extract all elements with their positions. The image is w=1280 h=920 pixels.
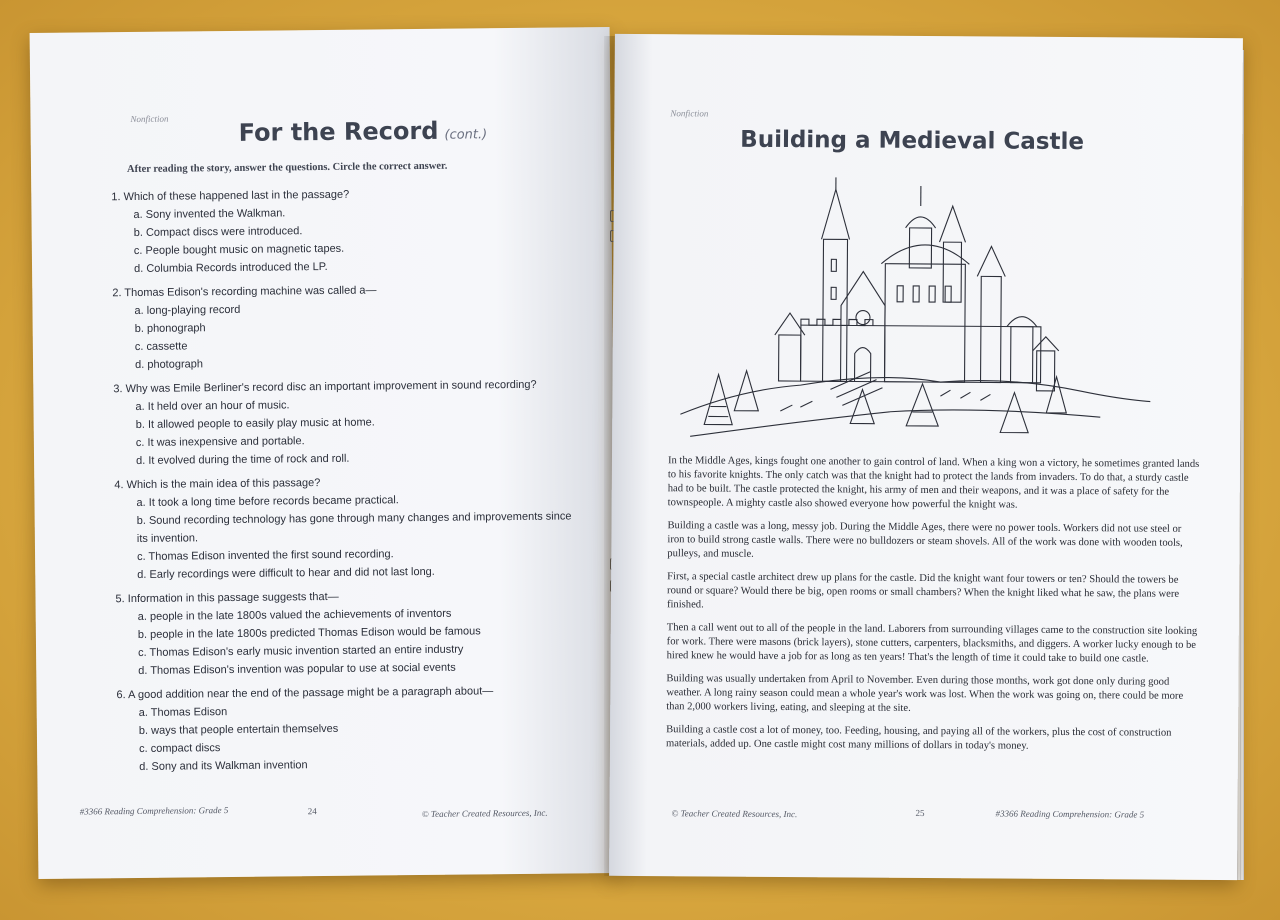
right-page bbox=[609, 34, 1243, 880]
article-paragraph: In the Middle Ages, kings fought one another to gain control of land. When a king won a victory, he sometimes granted lands to his favorite knights. The only catch was that the knight had to protect the lands from invaders. To do that, a sturdy castle had to be built. The castle protected the knight, his army of men and their weapons, and it was a place of safety for the townspeople. A mighty castle also showed everyone how powerful the knight was. bbox=[667, 455, 1200, 511]
answer-choice: b. Compact discs were introduced. bbox=[133, 225, 303, 239]
footer-left: © Teacher Created Resources, Inc. bbox=[671, 808, 798, 820]
answer-choice: d. It evolved during the time of rock and roll. bbox=[136, 452, 350, 467]
article-paragraph: Building was usually undertaken from April to November. Even during those months, work got done only during good weather. A long rainy season could mean a whole year's work was lost. When the work was going on, there could be more than 2,000 workers living, eating, and sleeping at the site. bbox=[666, 673, 1184, 714]
article-paragraph: Building a castle cost a lot of money, too. Feeding, housing, and paying all of the workers, plus the cost of construction materials, added up. One castle might cost many millions of dollars in today's money. bbox=[665, 724, 1172, 752]
footer-right: © Teacher Created Resources, Inc. bbox=[421, 807, 548, 819]
answer-choice: d. Sony and its Walkman invention bbox=[139, 759, 308, 773]
question-item bbox=[111, 183, 582, 278]
answer-choice: b. phonograph bbox=[134, 322, 206, 335]
question-item bbox=[113, 375, 584, 470]
title-text: For the Record bbox=[238, 116, 439, 147]
title-suffix: (cont.) bbox=[444, 127, 488, 143]
footer-left: #3366 Reading Comprehension: Grade 5 bbox=[79, 805, 229, 817]
question-text: 1. Which of these happened last in the passage? bbox=[111, 188, 350, 204]
answer-choice: d. Columbia Records introduced the LP. bbox=[133, 260, 328, 275]
article-paragraph: Building a castle was a long, messy job. During the Middle Ages, there were no power tools. Workers did not use steel or iron to build strong castle walls. There were no bulldozers or steam shovels. All of the work was done with wooden tools, pulleys, and muscle. bbox=[667, 520, 1183, 560]
question-text: 4. Which is the main idea of this passage? bbox=[114, 477, 321, 492]
answer-choice: b. ways that people entertain themselves bbox=[138, 722, 339, 737]
footer-right: #3366 Reading Comprehension: Grade 5 bbox=[995, 808, 1145, 820]
page-number: 24 bbox=[307, 806, 317, 817]
answer-choice: c. compact discs bbox=[139, 742, 221, 755]
left-page bbox=[30, 27, 619, 879]
question-text: 2. Thomas Edison's recording machine was called a— bbox=[112, 284, 377, 300]
section-tag: Nonfiction bbox=[670, 108, 709, 119]
answer-choice: c. cassette bbox=[134, 340, 188, 353]
question-item bbox=[116, 681, 587, 776]
answer-choice: a. It held over an hour of music. bbox=[135, 399, 290, 413]
question-text: 6. A good addition near the end of the passage might be a paragraph about— bbox=[116, 685, 494, 702]
answer-choice: a. Thomas Edison bbox=[138, 706, 228, 719]
section-tag: Nonfiction bbox=[130, 113, 169, 125]
instructions: After reading the story, answer the questions. Circle the correct answer. bbox=[126, 160, 448, 176]
question-text: 5. Information in this passage suggests that— bbox=[115, 590, 339, 606]
question-text: 3. Why was Emile Berliner's record disc an important improvement in sound recording? bbox=[113, 378, 537, 396]
article-paragraph: First, a special castle architect drew up plans for the castle. Did the knight want four towers or ten? Should the towers be round or square? Would there be big, open rooms or small chambers? When the knight liked what he saw, the plans were finished. bbox=[666, 571, 1180, 611]
answer-choice: d. Early recordings were difficult to hear and did not last long. bbox=[137, 565, 435, 581]
page-number: 25 bbox=[915, 807, 925, 818]
answer-choice: d. photograph bbox=[135, 358, 204, 371]
question-item bbox=[115, 585, 586, 680]
answer-choice: a. Sony invented the Walkman. bbox=[133, 207, 286, 221]
page-title: Building a Medieval Castle bbox=[740, 126, 1085, 156]
question-item bbox=[114, 471, 585, 584]
answer-choice: c. It was inexpensive and portable. bbox=[135, 435, 305, 449]
answer-choice: c. People bought music on magnetic tapes. bbox=[133, 242, 345, 257]
answer-choice: d. Thomas Edison's invention was popular to use at social events bbox=[138, 661, 456, 677]
answer-choice: c. Thomas Edison invented the first sound recording. bbox=[137, 548, 394, 563]
answer-choice: b. people in the late 1800s predicted Thomas Edison would be famous bbox=[137, 625, 481, 641]
answer-choice: b. Sound recording technology has gone through many changes and improvements since its invention. bbox=[136, 510, 572, 545]
page-title bbox=[238, 116, 487, 147]
question-list bbox=[111, 183, 587, 782]
answer-choice: c. Thomas Edison's early music invention started an entire industry bbox=[138, 643, 464, 659]
answer-choice: b. It allowed people to easily play music at home. bbox=[135, 416, 375, 431]
question-item bbox=[112, 279, 583, 374]
article-paragraph: Then a call went out to all of the people in the land. Laborers from surrounding villages came to the construction site looking for work. There were masons (brick layers), stone cutters, carpenters, blacksmiths, and diggers. A worker lucky enough to be hired knew he would have a job for as long as ten years! That's the length of time it could take to build one castle. bbox=[666, 622, 1198, 665]
castle-illustration bbox=[680, 174, 1152, 447]
answer-choice: a. long-playing record bbox=[134, 303, 241, 317]
answer-choice: a. It took a long time before records became practical. bbox=[136, 494, 399, 509]
answer-choice: a. people in the late 1800s valued the achievements of inventors bbox=[137, 607, 452, 623]
article-body bbox=[666, 454, 1200, 764]
